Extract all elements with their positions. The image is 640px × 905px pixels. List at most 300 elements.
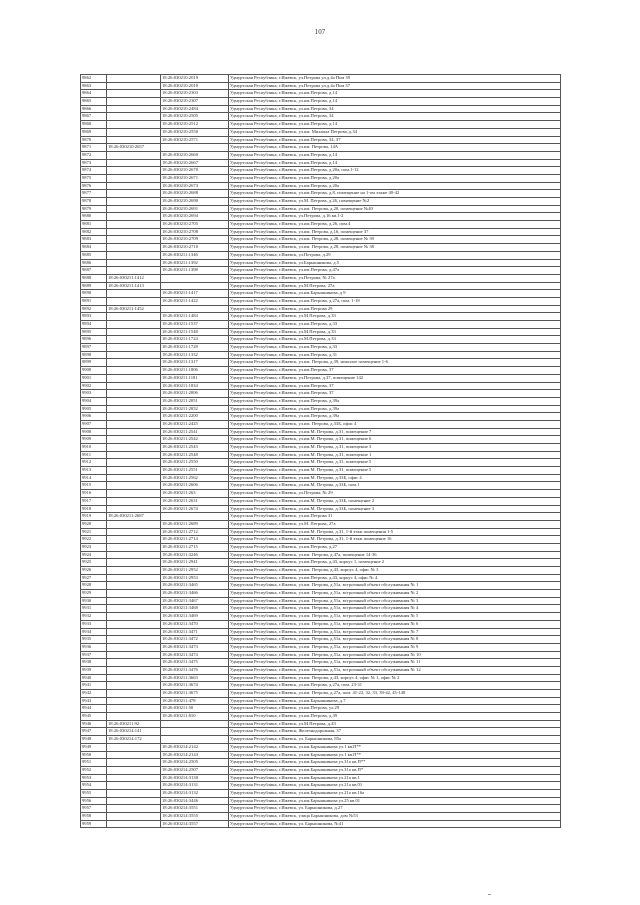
address-cell: Удмуртская Республика, г.Ижевск, ул.им.Петрова, д.14 [229, 98, 561, 106]
building-cadastral-number-cell: 18:26:030210:2671 [161, 174, 229, 182]
land-cadastral-number-cell [107, 390, 161, 398]
table-row [81, 251, 561, 259]
address-cell: Удмуртская Республика, г.Ижевск, ул.им.Петрова, д.14 [229, 159, 561, 167]
address-cell: Удмуртская Республика, г.Ижевск, ул.им.Петрова, д.27а, пом. 1-18 [229, 297, 561, 305]
address-cell: Удмуртская Республика, г.Ижевск, ул.им.Барышникова ул.25 кв.01 [229, 797, 561, 805]
land-cadastral-number-cell [107, 382, 161, 390]
address-cell: Удмуртская Республика, г.Ижевск, ул.им.Барышникова ул.21а кв.16а [229, 789, 561, 797]
row-number-cell: 9916 [81, 490, 107, 498]
building-cadastral-number-cell: 18:26:030210:2550 [161, 128, 229, 136]
table-row [81, 559, 561, 567]
row-number-cell: 9864 [81, 90, 107, 98]
building-cadastral-number-cell: 18:26:030210:2660 [161, 151, 229, 159]
row-number-cell: 9888 [81, 274, 107, 282]
land-cadastral-number-cell [107, 420, 161, 428]
land-cadastral-number-cell [107, 713, 161, 721]
building-cadastral-number-cell [161, 274, 229, 282]
land-cadastral-number-cell [107, 213, 161, 221]
land-cadastral-number-cell [107, 620, 161, 628]
table-row [81, 659, 561, 667]
building-cadastral-number-cell: 18:26:030210:2010 [161, 82, 229, 90]
land-cadastral-number-cell [107, 474, 161, 482]
table-row [81, 536, 561, 544]
address-cell: Удмуртская Республика, г.Ижевск, ул. Барышникова, д.27 [229, 805, 561, 813]
building-cadastral-number-cell: 18:26:030210:2688 [161, 190, 229, 198]
building-cadastral-number-cell: 18:26:030210:2303 [161, 90, 229, 98]
row-number-cell: 9940 [81, 674, 107, 682]
land-cadastral-number-cell [107, 543, 161, 551]
address-cell: Удмуртская Республика, г.Ижевск, ул.им. Петрова, д.51а, встроенный объект обслуживания № 4 [229, 605, 561, 613]
building-cadastral-number-cell: 18:26:030211:3476 [161, 666, 229, 674]
land-cadastral-number-cell [107, 128, 161, 136]
building-cadastral-number-cell: 18:26:030211:1398 [161, 267, 229, 275]
address-cell: Удмуртская Республика, г.Ижевск, ул.М.Петрова, 27а [229, 282, 561, 290]
building-cadastral-number-cell: 18:26:030214:3557 [161, 820, 229, 828]
table-row [81, 444, 561, 452]
building-cadastral-number-cell: 18:26:030211:3468 [161, 605, 229, 613]
table-row [81, 782, 561, 790]
table-row [81, 228, 561, 236]
land-cadastral-number-cell [107, 436, 161, 444]
building-cadastral-number-cell [161, 305, 229, 313]
page-number: 107 [314, 28, 326, 36]
row-number-cell: 9926 [81, 567, 107, 575]
row-number-cell: 9897 [81, 344, 107, 352]
land-cadastral-number-cell [107, 697, 161, 705]
land-cadastral-number-cell [107, 344, 161, 352]
building-cadastral-number-cell: 18:26:030211:2542 [161, 436, 229, 444]
row-number-cell: 9944 [81, 705, 107, 713]
building-cadastral-number-cell: 18:26:030210:2710 [161, 244, 229, 252]
row-number-cell: 9869 [81, 128, 107, 136]
table-row [81, 159, 561, 167]
building-cadastral-number-cell [161, 720, 229, 728]
row-number-cell: 9934 [81, 628, 107, 636]
land-cadastral-number-cell [107, 597, 161, 605]
address-cell: Удмуртская Республика, г.Ижевск, ул.им.Петрова, 34 [229, 113, 561, 121]
building-cadastral-number-cell: 18:26:030211:2006 [161, 390, 229, 398]
row-number-cell: 9898 [81, 351, 107, 359]
building-cadastral-number-cell [161, 513, 229, 521]
land-cadastral-number-cell [107, 105, 161, 113]
table-row [81, 267, 561, 275]
address-cell: Удмуртская Республика, г.Ижевск, ул.им.Барышникова, д.7 [229, 697, 561, 705]
address-cell: Удмуртская Республика, г.Ижевск, ул.им.Петрова, д.39а [229, 397, 561, 405]
land-cadastral-number-cell [107, 559, 161, 567]
land-cadastral-number-cell [107, 367, 161, 375]
building-cadastral-number-cell: 18:26:030211:3474 [161, 651, 229, 659]
building-cadastral-number-cell: 18:26:030211:2562 [161, 474, 229, 482]
row-number-cell: 9932 [81, 613, 107, 621]
table-row [81, 198, 561, 206]
address-cell: Удмуртская Республика, г.Ижевск, ул.им.М. Петрова, д.31, помещение 5 [229, 467, 561, 475]
land-cadastral-number-cell [107, 690, 161, 698]
land-cadastral-number-cell [107, 198, 161, 206]
table-row [81, 651, 561, 659]
building-cadastral-number-cell: 18:26:030211:3466 [161, 590, 229, 598]
row-number-cell: 9942 [81, 690, 107, 698]
table-row [81, 759, 561, 767]
table-row [81, 305, 561, 313]
building-cadastral-number-cell: 18:26:030214:2505 [161, 759, 229, 767]
table-row [81, 751, 561, 759]
building-cadastral-number-cell: 18:26:030211:2550 [161, 459, 229, 467]
row-number-cell: 9930 [81, 597, 107, 605]
row-number-cell: 9874 [81, 167, 107, 175]
land-cadastral-number-cell [107, 228, 161, 236]
row-number-cell: 9896 [81, 336, 107, 344]
table-row [81, 513, 561, 521]
building-cadastral-number-cell [161, 728, 229, 736]
row-number-cell: 9925 [81, 559, 107, 567]
building-cadastral-number-cell: 18:26:030211:478 [161, 697, 229, 705]
address-cell: Удмуртская Республика, г.Ижевск, ул.им.Петрова, ул.29 [229, 705, 561, 713]
building-cadastral-number-cell: 18:26:030211:2941 [161, 559, 229, 567]
table-row [81, 374, 561, 382]
building-cadastral-number-cell: 18:26:030210:2019 [161, 75, 229, 83]
table-row [81, 344, 561, 352]
table-row [81, 643, 561, 651]
table-row [81, 797, 561, 805]
table-row [81, 682, 561, 690]
address-cell: Удмуртская Республика, г.Ижевск, улица Барышникова, дом №53 [229, 813, 561, 821]
table-row [81, 543, 561, 551]
row-number-cell: 9937 [81, 651, 107, 659]
table-row [81, 636, 561, 644]
table-row [81, 690, 561, 698]
address-cell: Удмуртская Республика, г.Ижевск, ул.им.Петрова, 34 [229, 105, 561, 113]
address-cell: Удмуртская Республика, г.Ижевск, ул.им.Петрова, д.14 [229, 121, 561, 129]
building-cadastral-number-cell: 18:26:030211:2953 [161, 574, 229, 582]
row-number-cell: 9867 [81, 113, 107, 121]
row-number-cell: 9945 [81, 713, 107, 721]
table-row [81, 505, 561, 513]
row-number-cell: 9891 [81, 297, 107, 305]
land-cadastral-number-cell [107, 666, 161, 674]
address-cell: Удмуртская Республика, г.Ижевск, ул.им.М. Петрова, д.33Б, пом.1 [229, 482, 561, 490]
address-cell: Удмуртская Республика, г.Ижевск, ул.им.Барышникова ул.31а кв.П* [229, 766, 561, 774]
table-row [81, 290, 561, 298]
building-cadastral-number-cell: 18:26:030211:2712 [161, 528, 229, 536]
row-number-cell: 9910 [81, 444, 107, 452]
address-cell: Удмуртская Республика, г.Ижевск, ул.им.М. Петрова, д.31, помещение 3 [229, 444, 561, 452]
building-cadastral-number-cell: 18:26:030210:2667 [161, 159, 229, 167]
table-row [81, 520, 561, 528]
table-row [81, 666, 561, 674]
row-number-cell: 9949 [81, 743, 107, 751]
building-cadastral-number-cell: 18:26:030211:2543 [161, 444, 229, 452]
address-cell: Удмуртская Республика, г.Ижевск, ул.им. Петрова, д.39, нежилое помещение 1-6 [229, 359, 561, 367]
building-cadastral-number-cell: 18:26:030211:1806 [161, 367, 229, 375]
land-cadastral-number-cell [107, 497, 161, 505]
land-cadastral-number-cell [107, 590, 161, 598]
address-cell: Удмуртская Республика, г.Ижевск, ул.Петрова, д.37, помещение 142 [229, 374, 561, 382]
building-cadastral-number-cell: 18:26:030210:2691 [161, 205, 229, 213]
building-cadastral-number-cell: 18:26:030211:1392 [161, 259, 229, 267]
building-cadastral-number-cell: 18:26:030211:2425 [161, 420, 229, 428]
address-cell: Удмуртская Республика, г.Ижевск, Железнодорожная, 37 [229, 728, 561, 736]
land-cadastral-number-cell [107, 820, 161, 828]
table-row [81, 451, 561, 459]
land-cadastral-number-cell [107, 428, 161, 436]
land-cadastral-number-cell [107, 351, 161, 359]
address-cell: Удмуртская Республика, г.Ижевск, ул.им. Петрова, д.51а, встроенный объект обслуживания № 3 [229, 597, 561, 605]
building-cadastral-number-cell: 18:26:030211:3475 [161, 659, 229, 667]
address-cell: Удмуртская Республика, г.Ижевск, ул.им.М. Петрова, д.31, помещение 1 [229, 451, 561, 459]
land-cadastral-number-cell [107, 636, 161, 644]
building-cadastral-number-cell: 18:26:030211:2051 [161, 397, 229, 405]
row-number-cell: 9882 [81, 228, 107, 236]
table-row [81, 482, 561, 490]
address-cell: Удмуртская Республика, г.Ижевск, ул.им.Барышникова ул.31а кв.П** [229, 759, 561, 767]
address-cell: Удмуртская Республика, г.Ижевск, ул.М.Петрова, д.43 [229, 720, 561, 728]
land-cadastral-number-cell [107, 136, 161, 144]
building-cadastral-number-cell: 18:26:030211:2606 [161, 482, 229, 490]
land-cadastral-number-cell [107, 766, 161, 774]
building-cadastral-number-cell: 18:26:030211:1422 [161, 297, 229, 305]
row-number-cell: 9919 [81, 513, 107, 521]
building-cadastral-number-cell: 18:26:030211:3246 [161, 551, 229, 559]
address-cell: Удмуртская Республика, г.Ижевск, ул.им. Петрова, д.33Б, офис 4 [229, 420, 561, 428]
land-cadastral-number-cell: 18:26:030211:1412 [107, 274, 161, 282]
address-cell: Удмуртская Республика, г.Ижевск, ул.им.Петрова, д.31 [229, 351, 561, 359]
building-cadastral-number-cell: 18:26:030211:2541 [161, 428, 229, 436]
row-number-cell: 9909 [81, 436, 107, 444]
address-cell: Удмуртская Республика, г.Ижевск, ул.им. Петрова, д.28, помещение № 39 [229, 236, 561, 244]
land-cadastral-number-cell [107, 659, 161, 667]
land-cadastral-number-cell [107, 413, 161, 421]
address-cell: Удмуртская Республика, г.Ижевск, ул.им.Петрова, д.33 [229, 321, 561, 329]
row-number-cell: 9880 [81, 213, 107, 221]
building-cadastral-number-cell: 18:26:030211:1317 [161, 359, 229, 367]
building-cadastral-number-cell: 18:26:030211:2715 [161, 543, 229, 551]
land-cadastral-number-cell: 18:26:030214:141 [107, 728, 161, 736]
table-row [81, 766, 561, 774]
row-number-cell: 9917 [81, 497, 107, 505]
row-number-cell: 9935 [81, 636, 107, 644]
table-row [81, 405, 561, 413]
land-cadastral-number-cell: 18:26:030210:2657 [107, 144, 161, 152]
address-cell: Удмуртская Республика, г.Ижевск, ул.им. Петрова, д.51а, встроенный объект обслуживания № 1 [229, 582, 561, 590]
land-cadastral-number-cell: 18:26:030211:2687 [107, 513, 161, 521]
address-cell: Удмуртская Республика, г.Ижевск, ул.Петрова, № 27а [229, 274, 561, 282]
land-cadastral-number-cell [107, 290, 161, 298]
address-cell: Удмуртская Республика, г.Ижевск, ул.М.Петрова, д.33 [229, 336, 561, 344]
land-cadastral-number-cell [107, 751, 161, 759]
building-cadastral-number-cell: 18:26:030211:2689 [161, 520, 229, 528]
row-number-cell: 9899 [81, 359, 107, 367]
land-cadastral-number-cell [107, 121, 161, 129]
building-cadastral-number-cell: 18:26:030211:263 [161, 490, 229, 498]
table-row [81, 736, 561, 744]
table-row [81, 221, 561, 229]
address-cell: Удмуртская Республика, г.Ижевск, ул.им.Петрова, д.20а, пом.1-12 [229, 167, 561, 175]
address-cell: Удмуртская Республика, г.Ижевск, ул.им.Петрова, д.26, пом.4 [229, 221, 561, 229]
row-number-cell: 9890 [81, 290, 107, 298]
table-row [81, 582, 561, 590]
building-cadastral-number-cell: 18:26:030211:3465 [161, 582, 229, 590]
row-number-cell: 9931 [81, 605, 107, 613]
building-cadastral-number-cell: 18:26:030214:3551 [161, 805, 229, 813]
land-cadastral-number-cell [107, 482, 161, 490]
table-row [81, 244, 561, 252]
building-cadastral-number-cell: 18:26:030211:3473 [161, 643, 229, 651]
table-row [81, 820, 561, 828]
table-row [81, 336, 561, 344]
land-cadastral-number-cell [107, 182, 161, 190]
building-cadastral-number-cell [161, 736, 229, 744]
building-cadastral-number-cell: 18:26:030211:2551 [161, 467, 229, 475]
table-row [81, 397, 561, 405]
row-number-cell: 9886 [81, 259, 107, 267]
building-cadastral-number-cell: 18:26:030211:2631 [161, 497, 229, 505]
building-cadastral-number-cell: 18:26:030211:2052 [161, 405, 229, 413]
table-row [81, 205, 561, 213]
address-cell: Удмуртская Республика, г.Ижевск, ул.им. Петрова, д.20, помещение №40 [229, 205, 561, 213]
land-cadastral-number-cell [107, 613, 161, 621]
address-cell: Удмуртская Республика, г.Ижевск, ул.им.М. Петрова, д.33Б, помещение 2 [229, 497, 561, 505]
building-cadastral-number-cell: 18:26:030210:2670 [161, 167, 229, 175]
table-row [81, 720, 561, 728]
building-cadastral-number-cell: 18:26:030211:3469 [161, 613, 229, 621]
address-cell: Удмуртская Республика, г.Ижевск, ул.им.Барышникова, д.9 [229, 290, 561, 298]
table-row [81, 613, 561, 621]
address-cell: Удмуртская Республика, г.Ижевск, ул.им.Петрова, 37 [229, 382, 561, 390]
address-cell: Удмуртская Республика, г.Ижевск, ул.им.Барышникова ул.1 кв.П** [229, 743, 561, 751]
row-number-cell: 9927 [81, 574, 107, 582]
building-cadastral-number-cell: 18:26:030211:3471 [161, 628, 229, 636]
building-cadastral-number-cell: 18:26:030211:50 [161, 705, 229, 713]
land-cadastral-number-cell [107, 782, 161, 790]
row-number-cell: 9939 [81, 666, 107, 674]
row-number-cell: 9889 [81, 282, 107, 290]
building-cadastral-number-cell: 18:26:030211:2952 [161, 567, 229, 575]
row-number-cell: 9941 [81, 682, 107, 690]
building-cadastral-number-cell: 18:26:030210:2673 [161, 182, 229, 190]
land-cadastral-number-cell [107, 244, 161, 252]
row-number-cell: 9876 [81, 182, 107, 190]
address-cell: Удмуртская Республика, г.Ижевск, ул.им.Петрова, д.27а, пом. 23-31 [229, 682, 561, 690]
address-cell: Удмуртская Республика, г.Ижевск, ул.им.Петрова, д.14 [229, 151, 561, 159]
address-cell: Удмуртская Республика, г.Ижевск, ул.им.Петрова, 37 [229, 367, 561, 375]
address-cell: Удмуртская Республика, г.Ижевск, ул.им. Петрова, д.51а, встроенный объект обслуживания № 10 [229, 651, 561, 659]
land-cadastral-number-cell [107, 805, 161, 813]
land-cadastral-number-cell [107, 174, 161, 182]
building-cadastral-number-cell: 18:26:030214:2507 [161, 766, 229, 774]
land-cadastral-number-cell [107, 113, 161, 121]
building-cadastral-number-cell: 18:26:030214:3131 [161, 782, 229, 790]
address-cell: Удмуртская Республика, г.Ижевск, ул. Барышникова, 85а [229, 736, 561, 744]
row-number-cell: 9903 [81, 390, 107, 398]
table-row [81, 413, 561, 421]
row-number-cell: 9892 [81, 305, 107, 313]
land-cadastral-number-cell [107, 297, 161, 305]
building-cadastral-number-cell: 18:26:030214:3446 [161, 797, 229, 805]
building-cadastral-number-cell: 18:26:030211:1724 [161, 336, 229, 344]
land-cadastral-number-cell [107, 774, 161, 782]
row-number-cell: 9905 [81, 405, 107, 413]
building-cadastral-number-cell: 18:26:030210:2690 [161, 198, 229, 206]
address-cell: Удмуртская Республика, г.Ижевск, ул.Петрова, № 29 [229, 490, 561, 498]
address-cell: Удмуртская Республика, г.Ижевск, ул.им. Петрова, д.27а, пом. 41-22, 32, 33, 39-42, 45-148 [229, 690, 561, 698]
address-cell: Удмуртская Республика, г.Ижевск, ул.им. Михаила Петрова, д.34 [229, 128, 561, 136]
row-number-cell: 9948 [81, 736, 107, 744]
address-cell: Удмуртская Республика, г.Ижевск, ул.им.М. Петрова, д.31, помещение 6 [229, 436, 561, 444]
registry-table [80, 74, 561, 828]
land-cadastral-number-cell [107, 321, 161, 329]
row-number-cell: 9947 [81, 728, 107, 736]
address-cell: Удмуртская Республика, г.Ижевск, ул.им. Петрова, д.51а, встроенный объект обслуживания № 11 [229, 659, 561, 667]
table-row [81, 98, 561, 106]
land-cadastral-number-cell [107, 159, 161, 167]
row-number-cell: 9921 [81, 528, 107, 536]
row-number-cell: 9913 [81, 467, 107, 475]
table-row [81, 121, 561, 129]
address-cell: Удмуртская Республика, г.Ижевск, ул.им. Петрова, д.51а, встроенный объект обслуживания № 8 [229, 636, 561, 644]
row-number-cell: 9884 [81, 244, 107, 252]
table-row [81, 297, 561, 305]
address-cell: Удмуртская Республика, г.Ижевск, ул.им. Петрова, д.51а, встроенный объект обслуживания № 5 [229, 613, 561, 621]
table-row [81, 567, 561, 575]
table-row [81, 597, 561, 605]
row-number-cell: 9914 [81, 474, 107, 482]
table-row [81, 144, 561, 152]
address-cell: Удмуртская Республика, г.Ижевск, ул.Петрова, д.16 кв.1-2 [229, 213, 561, 221]
address-cell: Удмуртская Республика, г.Ижевск, ул.им.Петрова, д.27 [229, 543, 561, 551]
row-number-cell: 9879 [81, 205, 107, 213]
building-cadastral-number-cell: 18:26:030211:3472 [161, 636, 229, 644]
row-number-cell: 9875 [81, 174, 107, 182]
land-cadastral-number-cell [107, 528, 161, 536]
row-number-cell: 9936 [81, 643, 107, 651]
land-cadastral-number-cell [107, 605, 161, 613]
table-row [81, 174, 561, 182]
row-number-cell: 9895 [81, 328, 107, 336]
row-number-cell: 9907 [81, 420, 107, 428]
row-number-cell: 9938 [81, 659, 107, 667]
building-cadastral-number-cell: 18:26:030211:1417 [161, 290, 229, 298]
row-number-cell: 9902 [81, 382, 107, 390]
row-number-cell: 9908 [81, 428, 107, 436]
address-cell: Удмуртская Республика, г.Ижевск, ул.им.Петрова, д.33 [229, 344, 561, 352]
table-row [81, 459, 561, 467]
table-row [81, 474, 561, 482]
table-row [81, 420, 561, 428]
building-cadastral-number-cell: 18:26:030211:3674 [161, 682, 229, 690]
table-row [81, 75, 561, 83]
building-cadastral-number-cell: 18:26:030211:1346 [161, 251, 229, 259]
land-cadastral-number-cell [107, 313, 161, 321]
row-number-cell: 9885 [81, 251, 107, 259]
address-cell: Удмуртская Республика, г.Ижевск, ул.М. Петрова, 27а [229, 520, 561, 528]
building-cadastral-number-cell: 18:26:030210:2505 [161, 113, 229, 121]
row-number-cell: 9863 [81, 82, 107, 90]
row-number-cell: 9894 [81, 321, 107, 329]
table-row [81, 259, 561, 267]
land-cadastral-number-cell [107, 151, 161, 159]
address-cell: Удмуртская Республика, г.Ижевск, ул.им.М. Петрова, д.31, 1-й этаж помещения 1-5 [229, 528, 561, 536]
address-cell: Удмуртская Республика, г.Ижевск, ул.им. Петрова, д.51а, встроенный объект обслуживания № 7 [229, 628, 561, 636]
land-cadastral-number-cell [107, 643, 161, 651]
land-cadastral-number-cell [107, 705, 161, 713]
row-number-cell: 9893 [81, 313, 107, 321]
table-row [81, 213, 561, 221]
table-row [81, 551, 561, 559]
registry-table-body [81, 75, 561, 828]
row-number-cell: 9881 [81, 221, 107, 229]
row-number-cell: 9873 [81, 159, 107, 167]
row-number-cell: 9906 [81, 413, 107, 421]
